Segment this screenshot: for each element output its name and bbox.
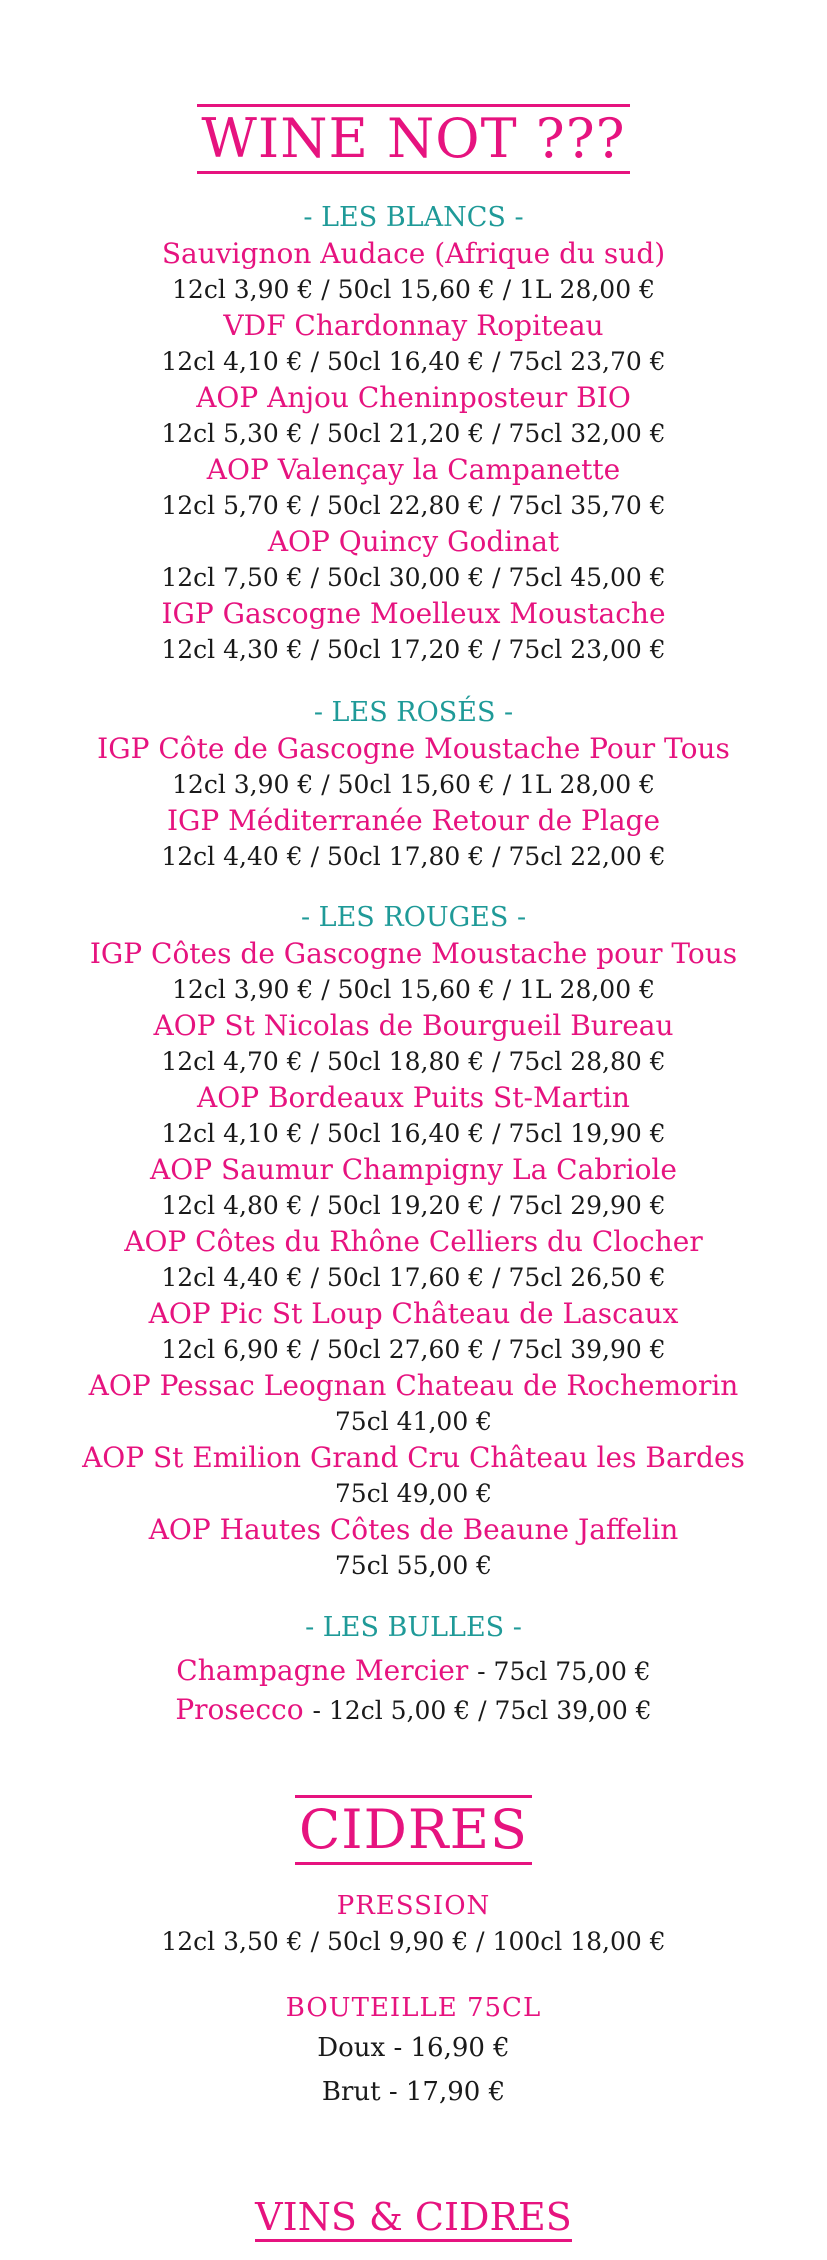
wine-name: AOP Valençay la Campanette — [206, 453, 621, 486]
wine-price: 75cl 55,00 € — [334, 1551, 493, 1580]
cidre-brut: Brut - 17,90 € — [321, 2077, 506, 2107]
footer-title: VINS & CIDRES — [0, 2195, 827, 2239]
bulle-item — [0, 1691, 827, 1730]
wine-name: Sauvignon Audace (Afrique du sud) — [161, 237, 666, 270]
wine-price: 75cl 49,00 € — [334, 1479, 493, 1508]
wine-price: 12cl 3,90 € / 50cl 15,60 € / 1L 28,00 € — [172, 275, 655, 304]
wine-price: 12cl 3,90 € / 50cl 15,60 € / 1L 28,00 € — [172, 770, 655, 799]
wine-price: 12cl 3,90 € / 50cl 15,60 € / 1L 28,00 € — [172, 975, 655, 1004]
wine-name: AOP Pessac Leognan Chateau de Rochemorin — [88, 1369, 739, 1402]
wine-title: WINE NOT ??? — [0, 104, 827, 174]
wine-price: 12cl 6,90 € / 50cl 27,60 € / 75cl 39,90 € — [161, 1335, 666, 1364]
wine-price: 12cl 4,70 € / 50cl 18,80 € / 75cl 28,80 € — [161, 1047, 666, 1076]
wine-price: 12cl 7,50 € / 50cl 30,00 € / 75cl 45,00 € — [161, 563, 666, 592]
wine-name: AOP St Emilion Grand Cru Château les Bardes — [82, 1441, 745, 1474]
wine-name: Champagne Mercier — [176, 1654, 469, 1687]
wine-name: AOP Anjou Cheninposteur BIO — [196, 381, 631, 414]
wine-price: 12cl 4,10 € / 50cl 16,40 € / 75cl 23,70 € — [161, 347, 666, 376]
section-heading: - LES BULLES - — [305, 1612, 522, 1643]
wine-name: AOP Quincy Godinat — [267, 525, 560, 558]
cidres-pression — [0, 1888, 827, 1960]
wine-price: 75cl 41,00 € — [334, 1407, 493, 1436]
wine-price: 12cl 4,40 € / 50cl 17,60 € / 75cl 26,50 € — [161, 1263, 666, 1292]
wine-name: AOP Côtes du Rhône Celliers du Clocher — [124, 1225, 703, 1258]
cidres-title: CIDRES — [0, 1795, 827, 1865]
wine-name: AOP Saumur Champigny La Cabriole — [150, 1153, 677, 1186]
wine-name: AOP Hautes Côtes de Beaune Jaffelin — [148, 1513, 679, 1546]
section-heading: - LES BLANCS - — [303, 202, 524, 233]
section-heading: - LES ROSÉS - — [313, 697, 514, 728]
section-blancs — [0, 200, 827, 668]
wine-name: IGP Côte de Gascogne Moustache Pour Tous — [97, 732, 730, 765]
pression-price: 12cl 3,50 € / 50cl 9,90 € / 100cl 18,00 € — [161, 1927, 666, 1956]
wine-name: VDF Chardonnay Ropiteau — [223, 309, 604, 342]
wine-price: 12cl 4,40 € / 50cl 17,80 € / 75cl 22,00 € — [161, 842, 666, 871]
section-rouges — [0, 900, 827, 1584]
wine-price: 12cl 4,10 € / 50cl 16,40 € / 75cl 19,90 € — [161, 1119, 666, 1148]
section-roses — [0, 695, 827, 875]
wine-price: - 12cl 5,00 € / 75cl 39,00 € — [312, 1696, 652, 1725]
wine-name: IGP Méditerranée Retour de Plage — [166, 804, 661, 837]
wine-name: Prosecco — [175, 1693, 304, 1726]
section-bulles — [0, 1610, 827, 1730]
wine-price: - 75cl 75,00 € — [477, 1657, 651, 1686]
bulle-item — [0, 1652, 827, 1691]
wine-name: AOP Pic St Loup Château de Lascaux — [148, 1297, 679, 1330]
wine-name: AOP Bordeaux Puits St-Martin — [197, 1081, 630, 1114]
cidre-doux: Doux - 16,90 € — [317, 2033, 510, 2063]
wine-name: AOP St Nicolas de Bourgueil Bureau — [153, 1009, 674, 1042]
wine-price: 12cl 5,70 € / 50cl 22,80 € / 75cl 35,70 € — [161, 491, 666, 520]
wine-price: 12cl 4,30 € / 50cl 17,20 € / 75cl 23,00 € — [161, 635, 666, 664]
wine-name: IGP Gascogne Moelleux Moustache — [161, 597, 666, 630]
wine-price: 12cl 5,30 € / 50cl 21,20 € / 75cl 32,00 € — [161, 419, 666, 448]
cidres-bouteille — [0, 1990, 827, 2114]
pression-label: PRESSION — [336, 1891, 491, 1921]
bouteille-label: BOUTEILLE 75CL — [285, 1993, 542, 2023]
wine-price: 12cl 4,80 € / 50cl 19,20 € / 75cl 29,90 € — [161, 1191, 666, 1220]
section-heading: - LES ROUGES - — [300, 902, 527, 933]
wine-name: IGP Côtes de Gascogne Moustache pour Tous — [89, 937, 738, 970]
